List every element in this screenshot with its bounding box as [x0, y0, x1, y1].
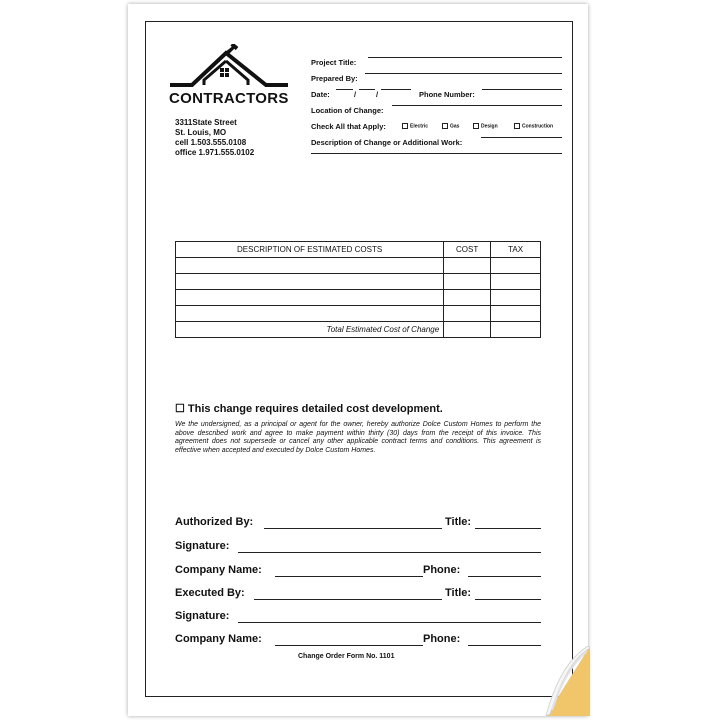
date-label: Date:	[311, 90, 330, 99]
cell-phone: cell 1.503.555.0108	[175, 138, 247, 147]
authorized-by-line[interactable]	[264, 528, 442, 529]
table-row[interactable]	[176, 306, 541, 322]
estimated-costs-table	[175, 241, 541, 338]
phone-line[interactable]	[468, 645, 541, 646]
company-name-label: Company Name:	[175, 633, 262, 645]
checkbox-design[interactable]	[473, 123, 498, 129]
description-column-header: DESCRIPTION OF ESTIMATED COSTS	[176, 242, 444, 258]
date-separator: /	[354, 90, 357, 99]
page-curl-icon	[540, 646, 590, 716]
checkbox-icon	[514, 123, 520, 129]
checkbox-electric[interactable]	[402, 123, 428, 129]
company-name-line[interactable]	[275, 576, 423, 577]
total-label: Total Estimated Cost of Change	[176, 322, 444, 338]
date-month-line[interactable]	[336, 89, 353, 90]
location-label: Location of Change:	[311, 106, 384, 115]
executed-by-line[interactable]	[254, 599, 442, 600]
title-label: Title:	[445, 587, 472, 599]
description-line-2[interactable]	[311, 153, 562, 154]
checkbox-label: Construction	[522, 123, 554, 130]
checkbox-icon	[473, 123, 479, 129]
table-row[interactable]	[176, 258, 541, 274]
phone-label: Phone:	[423, 633, 461, 645]
address-line-1: 3311State Street	[175, 118, 237, 127]
checkbox-construction[interactable]	[514, 123, 553, 129]
office-phone: office 1.971.555.0102	[175, 148, 255, 157]
form-number: Change Order Form No. 1101	[298, 653, 395, 660]
company-name-label: Company Name:	[175, 564, 262, 576]
table-row[interactable]	[176, 274, 541, 290]
title-line[interactable]	[475, 528, 541, 529]
company-name: CONTRACTORS	[169, 90, 289, 107]
location-line[interactable]	[392, 105, 562, 106]
signature-label: Signature:	[175, 610, 230, 622]
signature-label: Signature:	[175, 540, 230, 552]
date-year-line[interactable]	[381, 89, 411, 90]
phone-line[interactable]	[468, 576, 541, 577]
total-row	[176, 322, 541, 338]
phone-label: Phone:	[423, 564, 461, 576]
address-line-2: St. Louis, MO	[175, 128, 227, 137]
company-address	[175, 118, 254, 158]
title-label: Title:	[445, 516, 472, 528]
executed-by-label: Executed By:	[175, 587, 245, 599]
checkbox-gas[interactable]	[442, 123, 459, 129]
signature-line[interactable]	[238, 552, 541, 553]
date-day-line[interactable]	[359, 89, 375, 90]
total-tax-cell[interactable]	[491, 322, 541, 338]
prepared-by-label: Prepared By:	[311, 74, 358, 83]
checkbox-icon	[402, 123, 408, 129]
checkbox-label: Design	[481, 123, 498, 130]
date-separator: /	[376, 90, 379, 99]
project-title-label: Project Title:	[311, 58, 357, 67]
company-name-line[interactable]	[275, 645, 423, 646]
prepared-by-line[interactable]	[365, 73, 562, 74]
tax-column-header: TAX	[491, 242, 541, 258]
phone-number-line[interactable]	[482, 89, 562, 90]
checkbox-label: Electric	[410, 123, 429, 130]
total-cost-cell[interactable]	[444, 322, 491, 338]
checkbox-icon	[442, 123, 448, 129]
signature-line[interactable]	[238, 622, 541, 623]
title-line[interactable]	[475, 599, 541, 600]
project-title-line[interactable]	[368, 57, 562, 58]
table-row[interactable]	[176, 290, 541, 306]
description-label: Description of Change or Additional Work:	[311, 138, 463, 147]
table-header-row	[176, 242, 541, 258]
authorization-paragraph: We the undersigned, as a principal or agent for the owner, hereby authorize Dolce Custom Homes to perform the above described work and agree to make payment within thirty (30) days from the receipt of this invoice. This agreement does not supersede or cancel any other applicable contract terms and conditions. This agreement is effective when accepted and executed by Dolce Custom Homes.	[175, 421, 541, 455]
description-line[interactable]	[481, 137, 562, 138]
check-all-label: Check All that Apply:	[311, 122, 386, 131]
detailed-cost-checkbox[interactable]: ☐ This change requires detailed cost development.	[175, 403, 443, 415]
cost-column-header: COST	[444, 242, 491, 258]
checkbox-label: Gas	[450, 123, 460, 130]
phone-number-label: Phone Number:	[419, 90, 475, 99]
authorized-by-label: Authorized By:	[175, 516, 254, 528]
